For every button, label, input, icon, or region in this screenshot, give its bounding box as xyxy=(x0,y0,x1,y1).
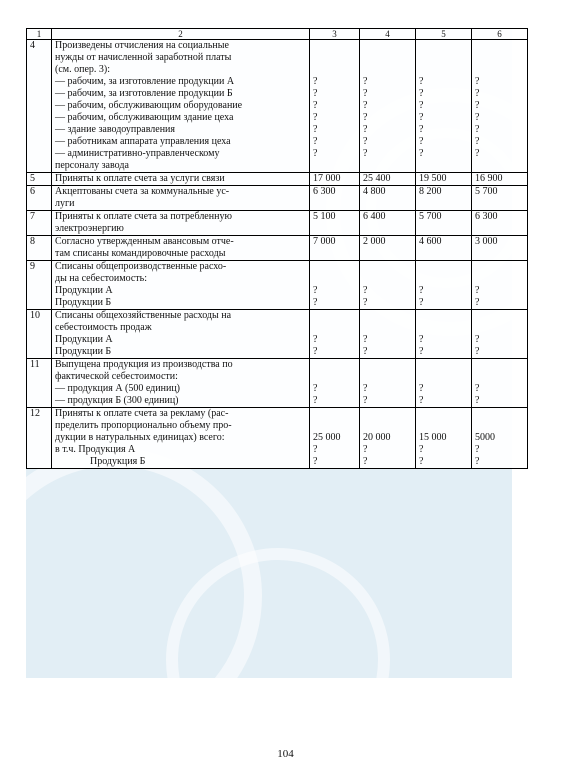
description-line: себестоимость продаж xyxy=(55,322,152,333)
amount-cell xyxy=(310,408,360,469)
amount-value: 5 700 xyxy=(475,186,498,197)
spacer xyxy=(475,261,524,273)
column-header: 5 xyxy=(416,29,472,40)
operation-description xyxy=(52,40,310,173)
spacer xyxy=(419,371,468,383)
amount-cell xyxy=(360,40,416,173)
amount-value: 19 500 xyxy=(419,173,447,184)
description-line: Списаны общепроизводственные расхо- xyxy=(55,261,227,272)
amount-value: ? xyxy=(313,88,318,99)
operation-description xyxy=(52,211,310,236)
amount-cell xyxy=(310,186,360,211)
description-line: Продукция Б xyxy=(90,456,146,467)
description-line: — рабочим, обслуживающим оборудование xyxy=(55,100,243,111)
amount-value: 6 300 xyxy=(313,186,336,197)
amount-value: ? xyxy=(419,148,424,159)
description-line: — рабочим, обслуживающим здание цеха xyxy=(55,112,234,123)
spacer xyxy=(313,420,356,432)
operations-table xyxy=(26,28,528,469)
spacer xyxy=(419,261,468,273)
amount-value: ? xyxy=(363,456,368,467)
spacer xyxy=(419,310,468,322)
operation-description xyxy=(52,173,310,186)
description-line: луги xyxy=(55,198,75,209)
operation-number: 6 xyxy=(27,186,52,211)
description-line: дукции в натуральных единицах) всего: xyxy=(55,432,225,443)
amount-value: ? xyxy=(313,346,318,357)
table-row xyxy=(27,261,528,310)
amount-value: 6 400 xyxy=(363,211,386,222)
spacer xyxy=(419,359,468,371)
description-line: пределить пропорционально объему про- xyxy=(55,420,232,431)
amount-value: ? xyxy=(313,148,318,159)
amount-cell xyxy=(472,310,528,359)
amount-cell xyxy=(472,186,528,211)
amount-cell xyxy=(310,40,360,173)
amount-value: ? xyxy=(363,100,368,111)
amount-cell xyxy=(416,359,472,408)
table-row xyxy=(27,211,528,236)
description-line: ды на себестоимость: xyxy=(55,273,147,284)
amount-value: ? xyxy=(363,285,368,296)
amount-value: 5000 xyxy=(475,432,495,443)
amount-cell xyxy=(360,408,416,469)
operation-description xyxy=(52,408,310,469)
description-line: Продукции А xyxy=(55,285,113,296)
operation-description xyxy=(52,236,310,261)
description-line: — работникам аппарата управления цеха xyxy=(55,136,231,147)
amount-value: ? xyxy=(313,334,318,345)
amount-cell xyxy=(310,173,360,186)
amount-cell xyxy=(360,261,416,310)
amount-value: 6 300 xyxy=(475,211,498,222)
amount-cell xyxy=(360,236,416,261)
amount-value: ? xyxy=(475,383,480,394)
table-row xyxy=(27,408,528,469)
spacer xyxy=(363,40,412,52)
operation-number: 12 xyxy=(27,408,52,469)
amount-value: ? xyxy=(475,285,480,296)
amount-value: 25 400 xyxy=(363,173,391,184)
amount-value: ? xyxy=(475,456,480,467)
spacer xyxy=(475,40,524,52)
spacer xyxy=(313,52,356,64)
spacer xyxy=(313,408,356,420)
description-line: в т.ч. Продукция А xyxy=(55,444,136,455)
amount-value: 4 600 xyxy=(419,236,442,247)
amount-value: ? xyxy=(419,112,424,123)
operation-description xyxy=(52,186,310,211)
column-header: 1 xyxy=(27,29,52,40)
amount-value: ? xyxy=(419,297,424,308)
amount-cell xyxy=(360,186,416,211)
spacer xyxy=(313,371,356,383)
amount-value: ? xyxy=(313,112,318,123)
spacer xyxy=(313,359,356,371)
operation-number: 8 xyxy=(27,236,52,261)
operation-number: 5 xyxy=(27,173,52,186)
spacer xyxy=(419,273,468,285)
spacer xyxy=(363,408,412,420)
spacer xyxy=(475,52,524,64)
spacer xyxy=(419,40,468,52)
description-line: электроэнергию xyxy=(55,223,124,234)
amount-value: ? xyxy=(419,76,424,87)
description-line: — продукция А (500 единиц) xyxy=(55,383,180,394)
spacer xyxy=(363,371,412,383)
spacer xyxy=(363,322,412,334)
description-line: Продукции Б xyxy=(55,297,112,308)
amount-value: ? xyxy=(363,395,368,406)
amount-cell xyxy=(416,211,472,236)
column-header: 6 xyxy=(472,29,528,40)
amount-value: ? xyxy=(419,346,424,357)
spacer xyxy=(363,261,412,273)
amount-value: 5 700 xyxy=(419,211,442,222)
amount-value: ? xyxy=(475,124,480,135)
column-header: 3 xyxy=(310,29,360,40)
amount-value: ? xyxy=(475,136,480,147)
amount-cell xyxy=(360,359,416,408)
amount-value: ? xyxy=(475,346,480,357)
table-row xyxy=(27,40,528,173)
amount-cell xyxy=(310,261,360,310)
spacer xyxy=(363,310,412,322)
amount-cell xyxy=(472,408,528,469)
table-header-row xyxy=(27,29,528,40)
amount-value: ? xyxy=(475,297,480,308)
amount-cell xyxy=(472,173,528,186)
amount-value: ? xyxy=(475,444,480,455)
amount-value: 16 900 xyxy=(475,173,503,184)
spacer xyxy=(363,52,412,64)
amount-value: 7 000 xyxy=(313,236,336,247)
amount-value: ? xyxy=(313,297,318,308)
amount-value: ? xyxy=(419,334,424,345)
description-line: нужды от начисленной заработной платы xyxy=(55,52,232,63)
amount-value: ? xyxy=(475,148,480,159)
amount-cell xyxy=(472,236,528,261)
amount-cell xyxy=(416,261,472,310)
amount-value: ? xyxy=(419,383,424,394)
table-row xyxy=(27,186,528,211)
spacer xyxy=(313,310,356,322)
amount-value: ? xyxy=(363,148,368,159)
table-row xyxy=(27,236,528,261)
amount-value: ? xyxy=(313,383,318,394)
spacer xyxy=(419,322,468,334)
spacer xyxy=(419,64,468,76)
amount-cell xyxy=(416,173,472,186)
amount-value: ? xyxy=(363,383,368,394)
spacer xyxy=(475,359,524,371)
operation-description xyxy=(52,261,310,310)
amount-value: 3 000 xyxy=(475,236,498,247)
amount-cell xyxy=(472,40,528,173)
amount-value: ? xyxy=(419,136,424,147)
amount-value: ? xyxy=(363,88,368,99)
spacer xyxy=(475,420,524,432)
amount-value: ? xyxy=(475,88,480,99)
amount-cell xyxy=(310,236,360,261)
spacer xyxy=(363,64,412,76)
amount-cell xyxy=(472,211,528,236)
operation-number: 7 xyxy=(27,211,52,236)
amount-value: ? xyxy=(363,112,368,123)
spacer xyxy=(313,64,356,76)
amount-cell xyxy=(310,359,360,408)
amount-value: 15 000 xyxy=(419,432,447,443)
spacer xyxy=(475,322,524,334)
amount-value: ? xyxy=(363,444,368,455)
description-line: — административно-управленческому xyxy=(55,148,220,159)
description-line: Списаны общехозяйственные расходы на xyxy=(55,310,232,321)
amount-value: ? xyxy=(313,76,318,87)
description-line: там списаны командировочные расходы xyxy=(55,248,226,259)
amount-value: ? xyxy=(475,112,480,123)
amount-cell xyxy=(360,310,416,359)
amount-value: ? xyxy=(363,346,368,357)
amount-value: ? xyxy=(475,76,480,87)
spacer xyxy=(363,273,412,285)
amount-value: ? xyxy=(363,297,368,308)
amount-value: ? xyxy=(313,285,318,296)
spacer xyxy=(313,322,356,334)
description-line: Приняты к оплате счета за потребленную xyxy=(55,211,232,222)
amount-value: ? xyxy=(475,100,480,111)
amount-value: 17 000 xyxy=(313,173,341,184)
spacer xyxy=(419,408,468,420)
description-line: Акцептованы счета за коммунальные ус- xyxy=(55,186,230,197)
spacer xyxy=(475,408,524,420)
amount-value: ? xyxy=(419,456,424,467)
operation-number: 10 xyxy=(27,310,52,359)
amount-value: ? xyxy=(419,395,424,406)
description-line: — рабочим, за изготовление продукции А xyxy=(55,76,235,87)
description-line: Приняты к оплате счета за рекламу (рас- xyxy=(55,408,229,419)
amount-value: ? xyxy=(313,100,318,111)
amount-cell xyxy=(416,408,472,469)
spacer xyxy=(313,40,356,52)
operation-number: 9 xyxy=(27,261,52,310)
column-header: 4 xyxy=(360,29,416,40)
amount-cell xyxy=(310,310,360,359)
spacer xyxy=(475,273,524,285)
description-line: Выпущена продукция из производства по xyxy=(55,359,233,370)
description-line: — рабочим, за изготовление продукции Б xyxy=(55,88,233,99)
amount-cell xyxy=(416,310,472,359)
amount-value: ? xyxy=(313,395,318,406)
amount-cell xyxy=(416,40,472,173)
description-line: Произведены отчисления на социальные xyxy=(55,40,229,51)
table-row xyxy=(27,359,528,408)
description-line: (см. опер. 3): xyxy=(55,64,110,75)
amount-value: ? xyxy=(419,444,424,455)
amount-value: ? xyxy=(363,124,368,135)
spacer xyxy=(475,310,524,322)
operation-number: 4 xyxy=(27,40,52,173)
spacer xyxy=(363,359,412,371)
description-line: — здание заводоуправления xyxy=(55,124,176,135)
spacer xyxy=(313,273,356,285)
amount-cell xyxy=(416,186,472,211)
table-row xyxy=(27,310,528,359)
spacer xyxy=(475,371,524,383)
amount-cell xyxy=(416,236,472,261)
description-line: — продукция Б (300 единиц) xyxy=(55,395,179,406)
spacer xyxy=(475,64,524,76)
description-line: фактической себестоимости: xyxy=(55,371,178,382)
operation-description xyxy=(52,310,310,359)
amount-value: ? xyxy=(313,124,318,135)
spacer xyxy=(363,420,412,432)
description-line: Согласно утвержденным авансовым отче- xyxy=(55,236,234,247)
amount-value: ? xyxy=(363,334,368,345)
column-header: 2 xyxy=(52,29,310,40)
amount-cell xyxy=(360,173,416,186)
amount-value: ? xyxy=(313,444,318,455)
amount-value: ? xyxy=(313,456,318,467)
amount-value: 25 000 xyxy=(313,432,341,443)
amount-value: ? xyxy=(419,100,424,111)
table-row xyxy=(27,173,528,186)
amount-value: ? xyxy=(475,395,480,406)
spacer xyxy=(419,52,468,64)
amount-cell xyxy=(310,211,360,236)
amount-value: 5 100 xyxy=(313,211,336,222)
description-line: Продукции Б xyxy=(55,346,112,357)
amount-value: ? xyxy=(363,136,368,147)
amount-value: ? xyxy=(419,88,424,99)
amount-cell xyxy=(472,359,528,408)
amount-value: 2 000 xyxy=(363,236,386,247)
operation-description xyxy=(52,359,310,408)
amount-value: ? xyxy=(419,285,424,296)
description-line: персоналу завода xyxy=(55,160,129,171)
operation-number: 11 xyxy=(27,359,52,408)
amount-value: ? xyxy=(313,136,318,147)
amount-value: ? xyxy=(363,76,368,87)
amount-value: 4 800 xyxy=(363,186,386,197)
spacer xyxy=(419,420,468,432)
amount-value: ? xyxy=(475,334,480,345)
amount-cell xyxy=(360,211,416,236)
amount-value: 20 000 xyxy=(363,432,391,443)
amount-value: ? xyxy=(419,124,424,135)
description-line: Приняты к оплате счета за услуги связи xyxy=(55,173,225,184)
amount-cell xyxy=(472,261,528,310)
amount-value: 8 200 xyxy=(419,186,442,197)
spacer xyxy=(313,261,356,273)
description-line: Продукции А xyxy=(55,334,113,345)
page-number: 104 xyxy=(277,748,294,760)
